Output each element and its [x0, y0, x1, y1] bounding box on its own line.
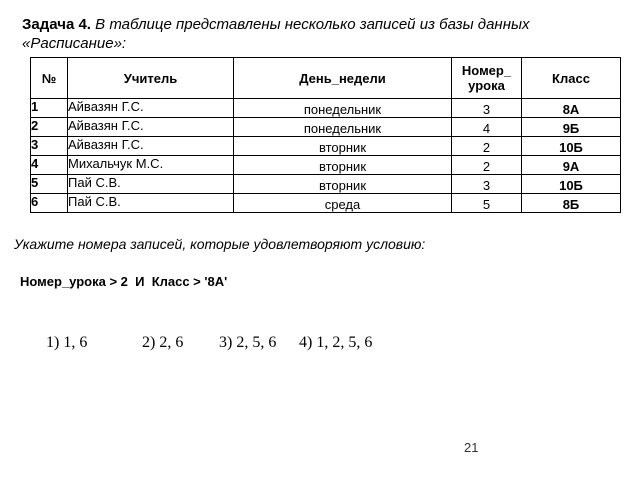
cell-class: 10Б: [522, 175, 621, 194]
cell-num: 5: [31, 175, 68, 194]
table-row: [31, 175, 621, 194]
page-number: 21: [464, 440, 479, 455]
cell-class: 8А: [522, 99, 621, 118]
header-lesson: [452, 58, 522, 99]
cell-class: 8Б: [522, 194, 621, 213]
answer-option-3: 3) 2, 5, 6: [219, 334, 277, 351]
table-row: [31, 194, 621, 213]
table-row: [31, 99, 621, 118]
condition-text: Номер_урока > 2 И Класс > '8А': [20, 274, 228, 289]
table-row: [31, 137, 621, 156]
answer-option-2: 2) 2, 6: [142, 334, 184, 351]
cell-num: 4: [31, 156, 68, 175]
table-row: [31, 156, 621, 175]
cell-day: вторник: [234, 175, 452, 194]
cell-teacher: Айвазян Г.С.: [68, 99, 234, 118]
cell-num: 2: [31, 118, 68, 137]
answer-option-4: 4) 1, 2, 5, 6: [299, 334, 373, 351]
cell-lesson: 2: [452, 137, 522, 156]
cell-num: 3: [31, 137, 68, 156]
header-class: Класс: [522, 58, 621, 99]
task-text: В таблице представлены несколько записей из базы данных «Расписание»:: [22, 16, 530, 52]
cell-day: понедельник: [234, 99, 452, 118]
header-num: №: [31, 58, 68, 99]
cell-lesson: 5: [452, 194, 522, 213]
cell-class: 9А: [522, 156, 621, 175]
header-teacher: Учитель: [68, 58, 234, 99]
cell-day: понедельник: [234, 118, 452, 137]
cell-teacher: Айвазян Г.С.: [68, 118, 234, 137]
cell-teacher: Пай С.В.: [68, 175, 234, 194]
cell-day: вторник: [234, 137, 452, 156]
cell-class: 10Б: [522, 137, 621, 156]
table-header-row: [31, 58, 621, 99]
schedule-table: [30, 57, 621, 213]
question-text: Укажите номера записей, которые удовлетворяют условию:: [14, 236, 426, 252]
task-label: Задача 4.: [22, 16, 91, 33]
cell-day: вторник: [234, 156, 452, 175]
cell-lesson: 4: [452, 118, 522, 137]
cell-teacher: Пай С.В.: [68, 194, 234, 213]
table-row: [31, 118, 621, 137]
cell-lesson: 2: [452, 156, 522, 175]
cell-num: 1: [31, 99, 68, 118]
header-lesson-line1: Номер_: [461, 63, 512, 78]
cell-num: 6: [31, 194, 68, 213]
cell-class: 9Б: [522, 118, 621, 137]
header-day: День_недели: [234, 58, 452, 99]
answer-options: [46, 334, 372, 352]
task-statement: [22, 15, 622, 53]
cell-teacher: Айвазян Г.С.: [68, 137, 234, 156]
cell-lesson: 3: [452, 175, 522, 194]
cell-teacher: Михальчук М.С.: [68, 156, 234, 175]
answer-option-1: 1) 1, 6: [46, 334, 88, 351]
cell-lesson: 3: [452, 99, 522, 118]
header-lesson-line2: урока: [468, 78, 505, 93]
cell-day: среда: [234, 194, 452, 213]
